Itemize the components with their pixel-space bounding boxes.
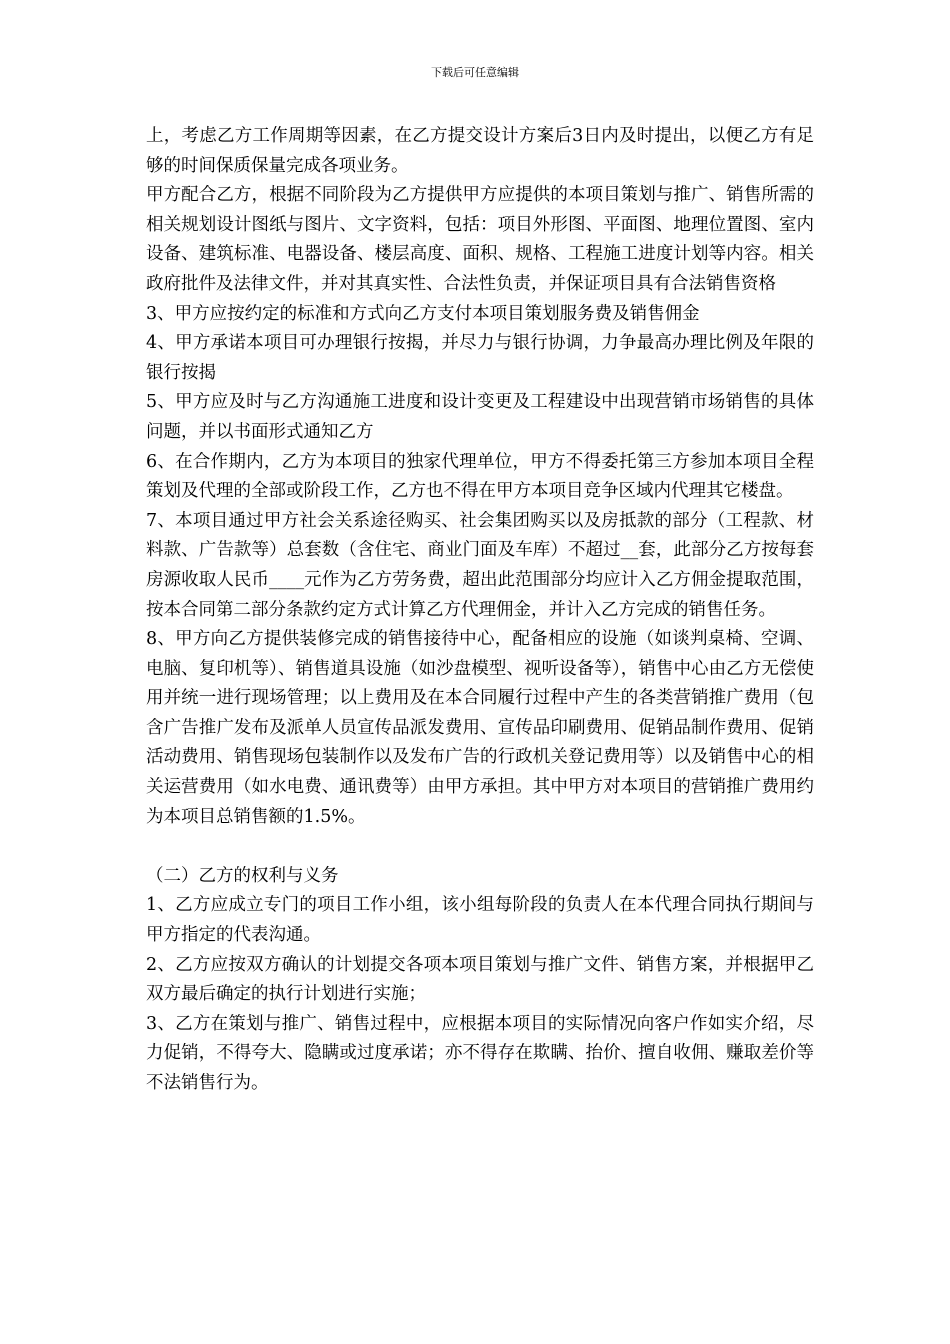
blank-line (146, 832, 814, 862)
paragraph-section-clause-2: 2、乙方应按双方确认的计划提交各项本项目策划与推广文件、销售方案，并根据甲乙双方最后确定的执行计划进行实施； (146, 954, 814, 1005)
paragraph-section-clause-3: 3、乙方在策划与推广、销售过程中，应根据本项目的实际情况向客户作如实介绍，尽力促销，不得夸大、隐瞒或过度承诺；亦不得存在欺瞒、抬价、擅自收佣、赚取差价等不法销售行为。 (146, 1013, 814, 1093)
paragraph-clause-5: 5、甲方应及时与乙方沟通施工进度和设计变更及工程建设中出现营销市场销售的具体问题，并以书面形式通知乙方 (146, 392, 814, 442)
document-body (146, 122, 814, 1099)
paragraph-clause-8: 8、甲方向乙方提供装修完成的销售接待中心，配备相应的设施（如谈判桌椅、空调、电脑、复印机等）、销售道具设施（如沙盘模型、视听设备等），销售中心由乙方无偿使用并统一进行现场管理；以上费用及在本合同履行过程中产生的各类营销推广费用（包含广告推广发布及派单人员宣传品派发费用、宣传品印刷费用、促销品制作费用、促销活动费用、销售现场包装制作以及发布广告的行政机关登记费用等）以及销售中心的相关运营费用（如水电费、通讯费等）由甲方承担。其中甲方对本项目的营销推广费用约为本项目总销售额的1.5%。 (146, 629, 814, 827)
paragraph-section-clause-1: 1、乙方应成立专门的项目工作小组，该小组每阶段的负责人在本代理合同执行期间与甲方指定的代表沟通。 (146, 895, 814, 946)
page-header: 下载后可任意编辑 (431, 66, 519, 79)
paragraph-clause-3: 3、甲方应按约定的标准和方式向乙方支付本项目策划服务费及销售佣金 (146, 303, 700, 324)
paragraph-party-a-cooperation: 甲方配合乙方，根据不同阶段为乙方提供甲方应提供的本项目策划与推广、销售所需的相关规划设计图纸与图片、文字资料，包括：项目外形图、平面图、地理位置图、室内设备、建筑标准、电器设备、楼层高度、面积、规格、工程施工进度计划等内容。相关政府批件及法律文件，并对其真实性、合法性负责，并保证项目具有合法销售资格 (146, 185, 814, 294)
paragraph-clause-7: 7、本项目通过甲方社会关系途径购买、社会集团购买以及房抵款的部分（工程款、材料款、广告款等）总套数（含住宅、商业门面及车库）不超过__套，此部分乙方按每套房源收取人民币____元作为乙方劳务费，超出此范围部分均应计入乙方佣金提取范围，按本合同第二部分条款约定方式计算乙方代理佣金，并计入乙方完成的销售任务。 (146, 510, 814, 620)
paragraph-clause-6: 6、在合作期内，乙方为本项目的独家代理单位，甲方不得委托第三方参加本项目全程策划及代理的全部或阶段工作，乙方也不得在甲方本项目竞争区域内代理其它楼盘。 (146, 451, 814, 502)
paragraph-clause-4: 4、甲方承诺本项目可办理银行按揭，并尽力与银行协调，力争最高办理比例及年限的银行按揭 (146, 333, 814, 383)
section-heading: （二）乙方的权利与义务 (146, 865, 339, 886)
paragraph-continuation: 上，考虑乙方工作周期等因素，在乙方提交设计方案后3日内及时提出，以便乙方有足够的时间保质保量完成各项业务。 (146, 126, 814, 176)
